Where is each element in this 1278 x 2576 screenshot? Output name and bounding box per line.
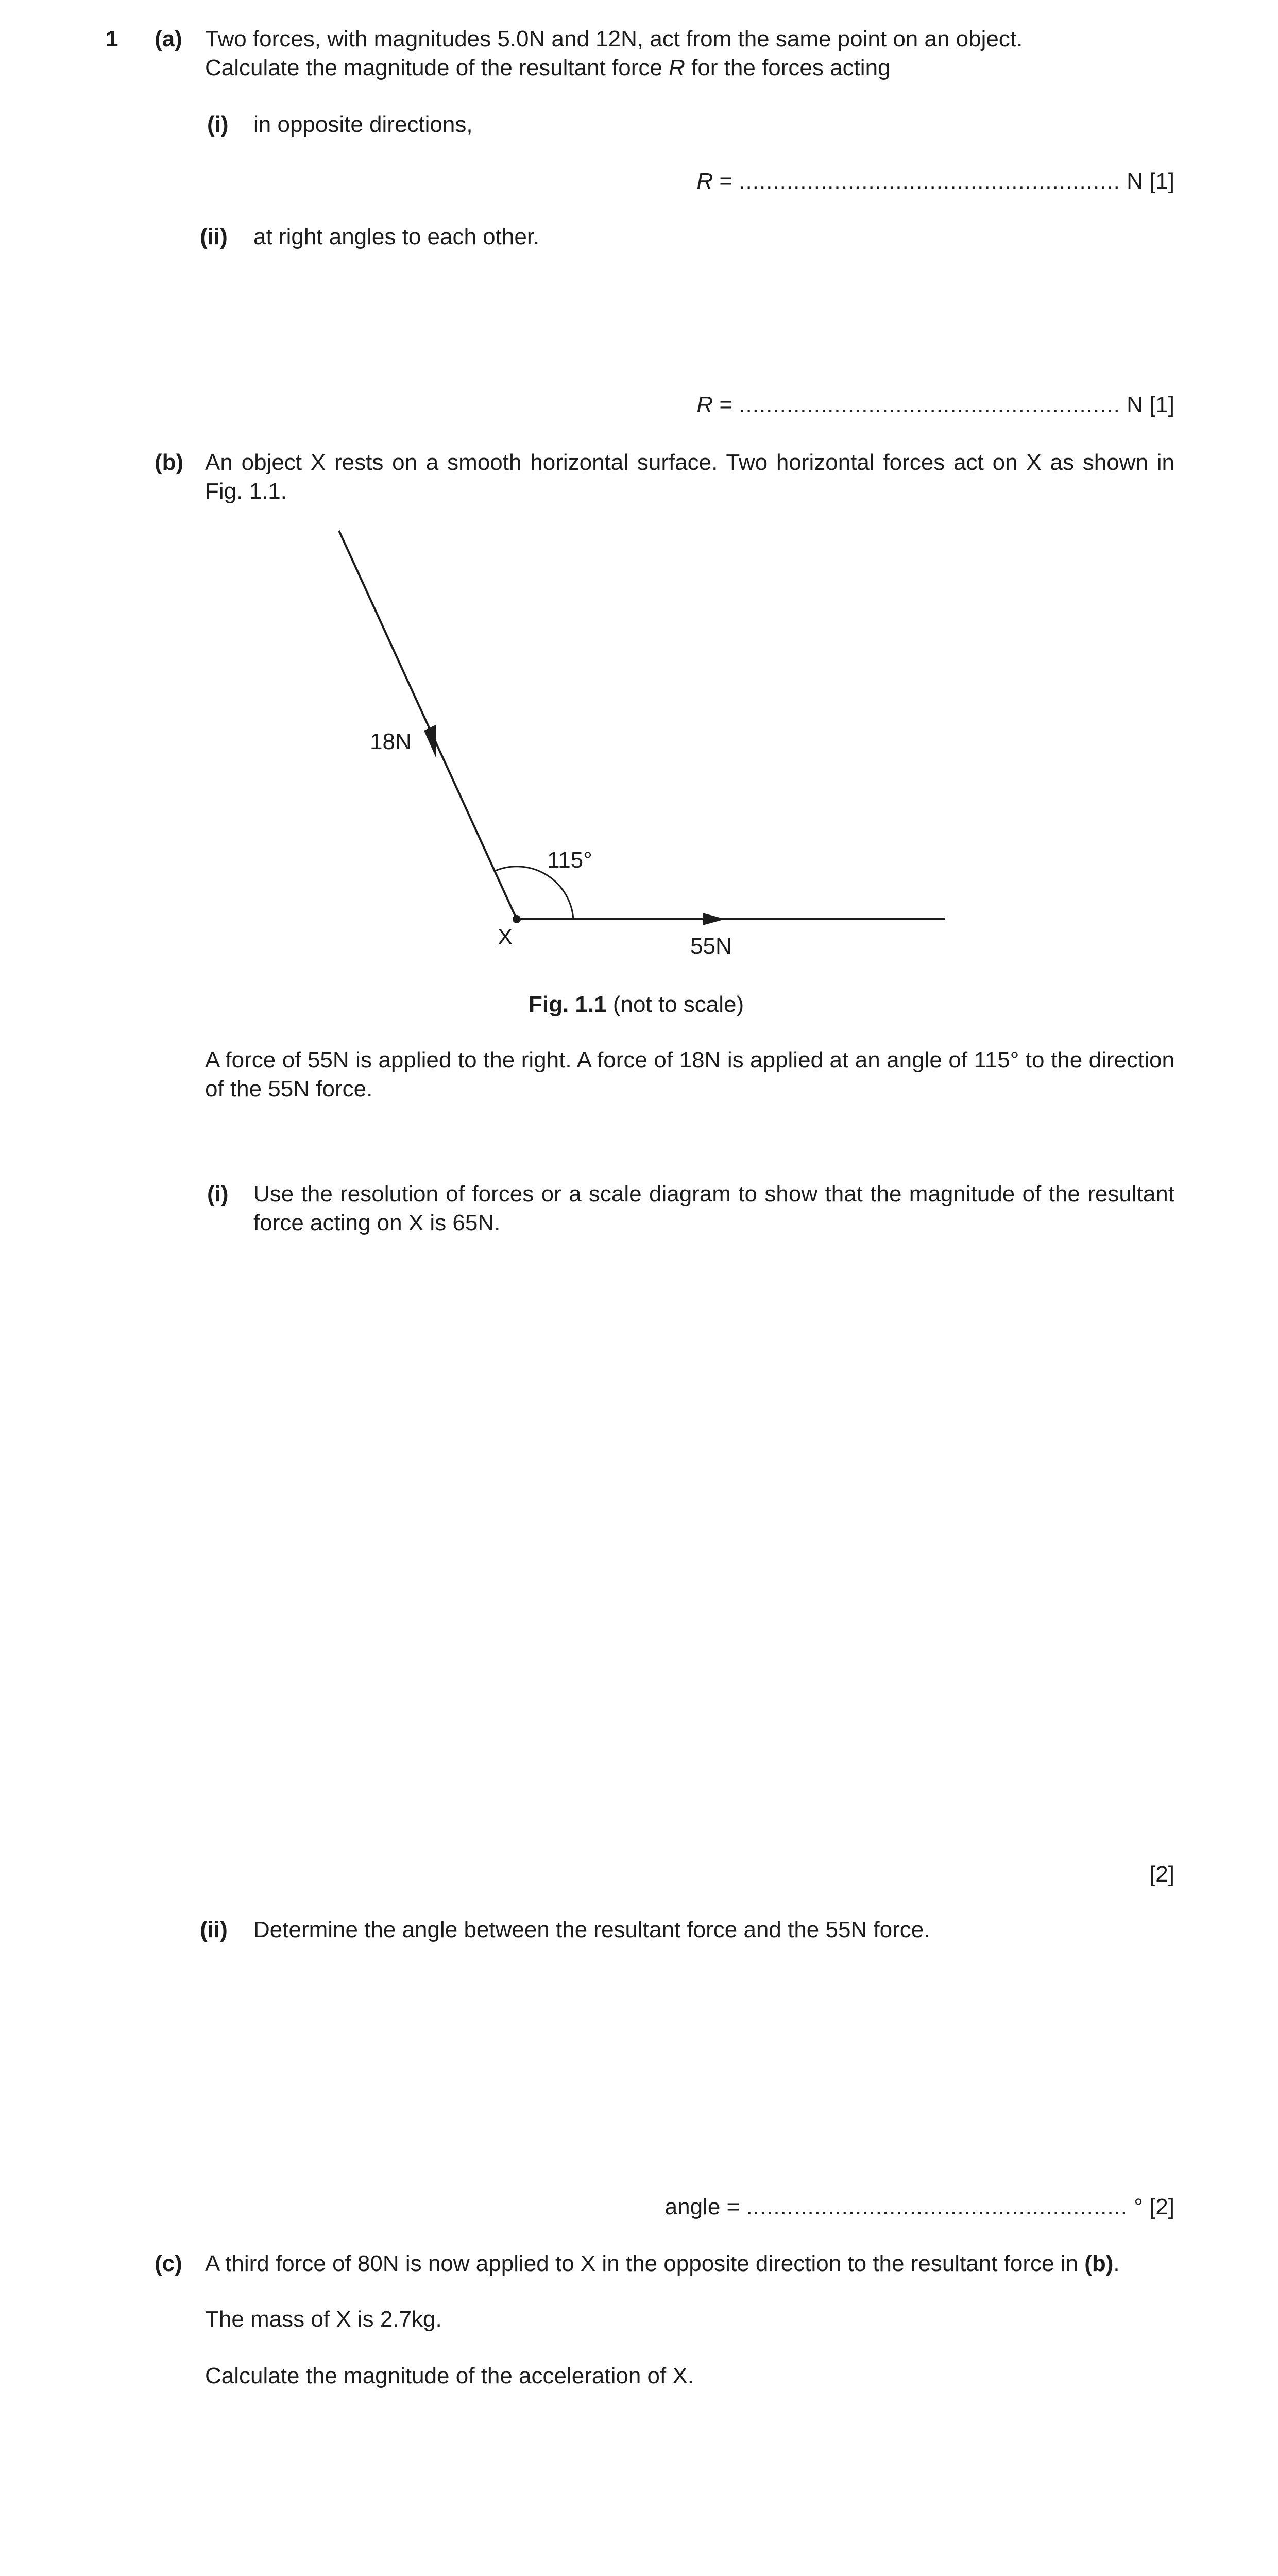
point-x-dot (513, 915, 521, 923)
part-a-i-text: in opposite directions, (253, 112, 473, 137)
figure-caption: Fig. 1.1 (not to scale) (529, 992, 744, 1017)
part-c-text: A third force of 80N is now applied to X in the opposite direction to the resultant force in (b). (205, 2251, 1120, 2276)
part-b-i-text: Use the resolution of forces or a scale diagram to show that the magnitude of the resultant force acting on X is 65N. (253, 1181, 1174, 1235)
part-b-label: (b) (155, 450, 184, 475)
part-c-label: (c) (155, 2251, 182, 2276)
force-18n-line (339, 531, 517, 919)
part-a-i-answer-line[interactable]: R = ........................................................ N [1] (696, 168, 1174, 194)
part-b-ii-label: (ii) (200, 1917, 228, 1942)
force-18n-arrowhead (424, 725, 436, 757)
force-55n-arrowhead (703, 913, 725, 925)
angle-arc (495, 867, 573, 919)
label-angle-115: 115° (547, 848, 592, 873)
part-b-intro: An object X rests on a smooth horizontal surface. Two horizontal forces act on X as shown in Fig. 1.1. (205, 450, 1174, 504)
label-x: X (498, 924, 513, 950)
part-b-description: A force of 55N is applied to the right. A force of 18N is applied at an angle of 115° to the direction of the 55N force. (205, 1047, 1174, 1101)
part-a-ii-answer-line[interactable]: R = ........................................................ N [1] (696, 392, 1174, 417)
part-a-line1: Two forces, with magnitudes 5.0N and 12N, act from the same point on an object. (205, 26, 1023, 52)
part-c-mass: The mass of X is 2.7kg. (205, 2307, 442, 2332)
label-18n: 18N (370, 729, 412, 754)
part-a-i-label: (i) (207, 112, 229, 137)
part-c-instruction: Calculate the magnitude of the acceleration of X. (205, 2363, 694, 2388)
part-a-ii-text: at right angles to each other. (253, 224, 540, 249)
part-b-ii-answer-line[interactable]: angle = ........................................................ ° [2] (664, 2194, 1174, 2219)
question-number: 1 (106, 26, 118, 52)
part-b-i-marks: [2] (1149, 1861, 1174, 1887)
part-a-label: (a) (155, 26, 182, 52)
part-b-i-label: (i) (207, 1181, 229, 1207)
part-a-ii-label: (ii) (200, 224, 228, 249)
part-b-ii-text: Determine the angle between the resultant force and the 55N force. (253, 1917, 930, 1942)
force-diagram (0, 0, 1278, 979)
label-55n: 55N (690, 934, 732, 959)
part-a-line2: Calculate the magnitude of the resultant force R for the forces acting (205, 55, 891, 80)
